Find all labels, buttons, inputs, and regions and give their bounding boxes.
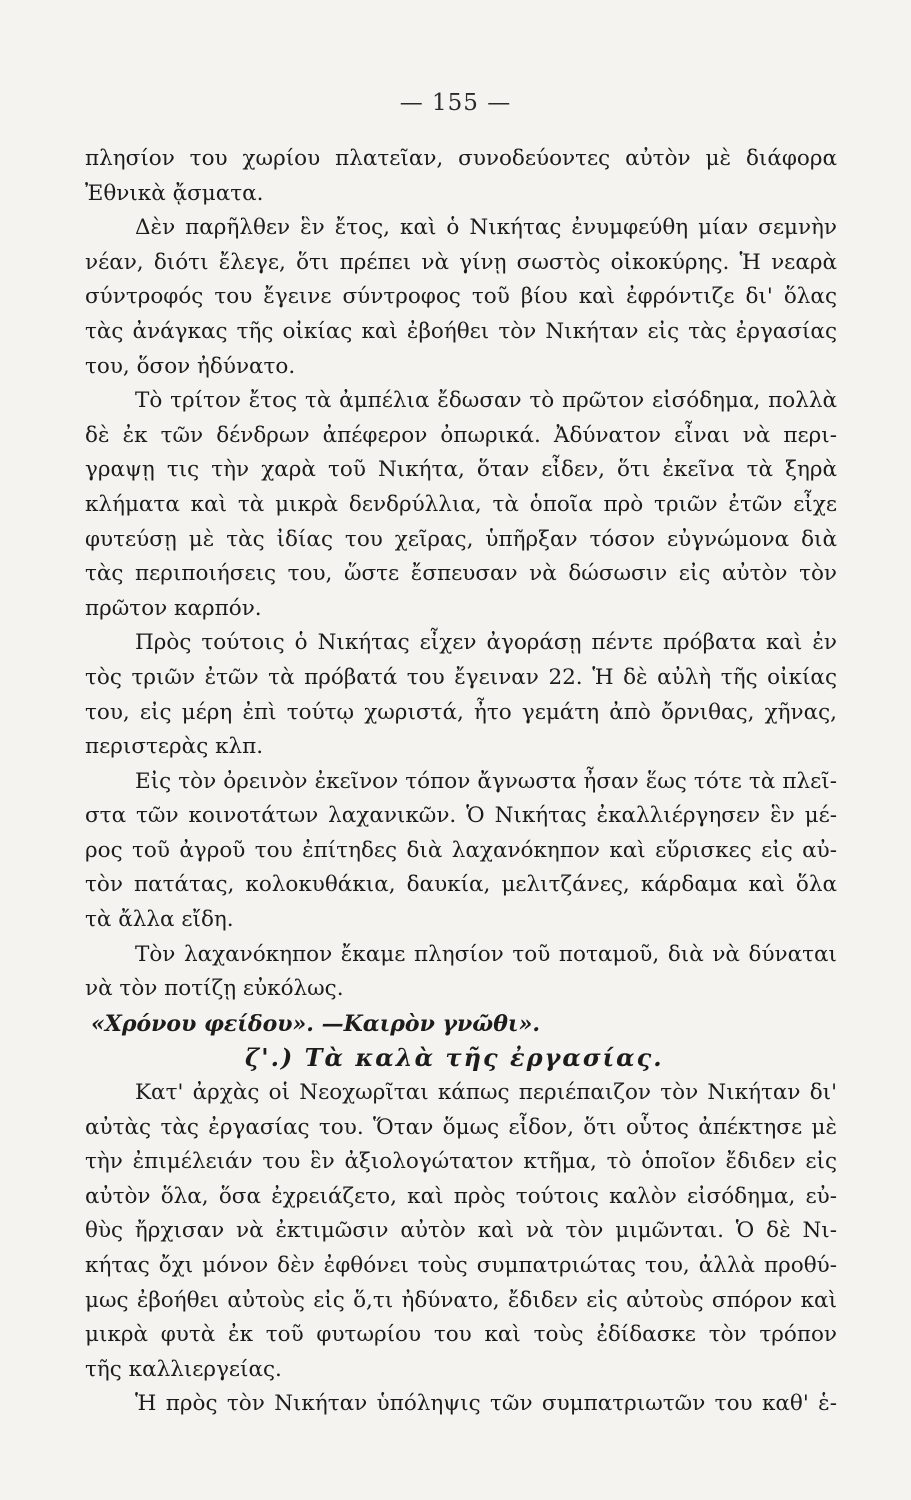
text-line: Δὲν παρῆλθεν ἓν ἔτος, καὶ ὁ Νικήτας ἐνυμφεύθη μίαν σεμνὴν (135, 215, 837, 241)
text-line: τῆς καλλιεργείας. (85, 1356, 282, 1382)
text-line: κλήματα καὶ τὰ μικρὰ δενδρύλλια, τὰ ὁποῖα πρὸ τριῶν ἐτῶν εἶχε (85, 491, 837, 517)
text-line: σύντροφός του ἔγεινε σύντροφος τοῦ βίου καὶ ἐφρόντιζε δι' ὅλας (85, 284, 837, 310)
text-line: Ἡ πρὸς τὸν Νικήταν ὑπόληψις τῶν συμπατριωτῶν του καθ' ἑ- (135, 1391, 837, 1417)
text-line: θὺς ἤρχισαν νὰ ἐκτιμῶσιν αὐτὸν καὶ νὰ τὸν μιμῶνται. Ὁ δὲ Νι- (85, 1218, 837, 1244)
text-line: δὲ ἐκ τῶν δένδρων ἀπέφερον ὀπωρικά. Ἀδύνατον εἶναι νὰ περι- (85, 422, 837, 448)
text-line: Τὸν λαχανόκηπον ἔκαμε πλησίον τοῦ ποταμοῦ, διὰ νὰ δύναται (135, 941, 837, 967)
text-line: αὐτὰς τὰς ἐργασίας του. Ὅταν ὅμως εἶδον, ὅτι οὗτος ἀπέκτησε μὲ (85, 1114, 837, 1140)
text-line: τὰ ἄλλα εἴδη. (85, 907, 234, 933)
text-line: μως ἐβοήθει αὐτοὺς εἰς ὅ,τι ἠδύνατο, ἔδιδεν εἰς αὐτοὺς σπόρον καὶ (85, 1287, 837, 1313)
text-line: πλησίον του χωρίου πλατεῖαν, συνοδεύοντες αὐτὸν μὲ διάφορα (85, 146, 837, 171)
text-line: Τὸ τρίτον ἔτος τὰ ἀμπέλια ἔδωσαν τὸ πρῶτον εἰσόδημα, πολλὰ (135, 388, 837, 414)
text-line: κήτας ὄχι μόνον δὲν ἐφθόνει τοὺς συμπατριώτας του, ἀλλὰ προθύ- (85, 1253, 837, 1278)
text-line: νέαν, διότι ἔλεγε, ὅτι πρέπει νὰ γίνῃ σωστὸς οἰκοκύρης. Ἡ νεαρὰ (85, 249, 837, 275)
motto-line: «Χρόνου φείδου». —Καιρὸν γνῶθι». (91, 1010, 540, 1037)
text-line: ρος τοῦ ἀγροῦ του ἐπίτηδες διὰ λαχανόκηπον καὶ εὕρισκες εἰς αὐ- (85, 837, 837, 863)
text-line: Πρὸς τούτοις ὁ Νικήτας εἶχεν ἀγοράσῃ πέντε πρόβατα καὶ ἐν (135, 630, 837, 656)
text-line: φυτεύσῃ μὲ τὰς ἰδίας του χεῖρας, ὑπῆρξαν τόσον εὐγνώμονα διὰ (85, 526, 837, 552)
text-line: μικρὰ φυτὰ ἐκ τοῦ φυτωρίου του καὶ τοὺς ἐδίδασκε τὸν τρόπον (85, 1322, 837, 1348)
text-line: περιστερὰς κλπ. (85, 734, 264, 760)
text-line: τὰς ἀνάγκας τῆς οἰκίας καὶ ἐβοήθει τὸν Νικήταν εἰς τὰς ἐργασίας (85, 318, 837, 344)
text-line: αὐτὸν ὅλα, ὅσα ἐχρειάζετο, καὶ πρὸς τούτοις καλὸν εἰσόδημα, εὐ- (85, 1183, 837, 1209)
text-line: γραψῃ τις τὴν χαρὰ τοῦ Νικήτα, ὅταν εἶδεν, ὅτι ἐκεῖνα τὰ ξηρὰ (85, 457, 837, 483)
text-line: στα τῶν κοινοτάτων λαχανικῶν. Ὁ Νικήτας ἐκαλλιέργησεν ἓν μέ- (85, 803, 837, 829)
text-line: τὴν ἐπιμέλειάν του ἓν ἀξιολογώτατον κτῆμα, τὸ ὁποῖον ἔδιδεν εἰς (85, 1149, 837, 1175)
text-line: του, ὅσον ἠδύνατο. (85, 353, 296, 379)
text-line: του, εἰς μέρη ἐπὶ τούτῳ χωριστά, ἦτο γεμάτη ἀπὸ ὄρνιθας, χῆνας, (85, 699, 837, 725)
text-line: τὸς τριῶν ἐτῶν τὰ πρόβατά του ἔγειναν 22. Ἡ δὲ αὐλὴ τῆς οἰκίας (85, 664, 837, 690)
text-line: πρῶτον καρπόν. (85, 595, 262, 621)
text-line: Κατ' ἀρχὰς οἱ Νεοχωρῖται κάπως περιέπαιζον τὸν Νικήταν δι' (135, 1080, 837, 1106)
body-text (85, 142, 837, 1422)
text-line: τὰς περιποιήσεις του, ὥστε ἔσπευσαν νὰ δώσωσιν εἰς αὐτὸν τὸν (85, 561, 837, 587)
page-number: — 155 — (399, 90, 512, 116)
text-line: Εἰς τὸν ὀρεινὸν ἐκεῖνον τόπον ἄγνωστα ἦσαν ἕως τότε τὰ πλεῖ- (135, 768, 837, 794)
section-heading: ζ'.) Τὰ καλὰ τῆς ἐργασίας. (245, 1043, 664, 1073)
text-line: Ἐθνικὰ ᾄσματα. (85, 180, 264, 206)
text-line: νὰ τὸν ποτίζῃ εὐκόλως. (85, 976, 344, 1002)
text-line: τὸν πατάτας, κολοκυθάκια, δαυκία, μελιτζάνες, κάρδαμα καὶ ὅλα (85, 872, 837, 898)
